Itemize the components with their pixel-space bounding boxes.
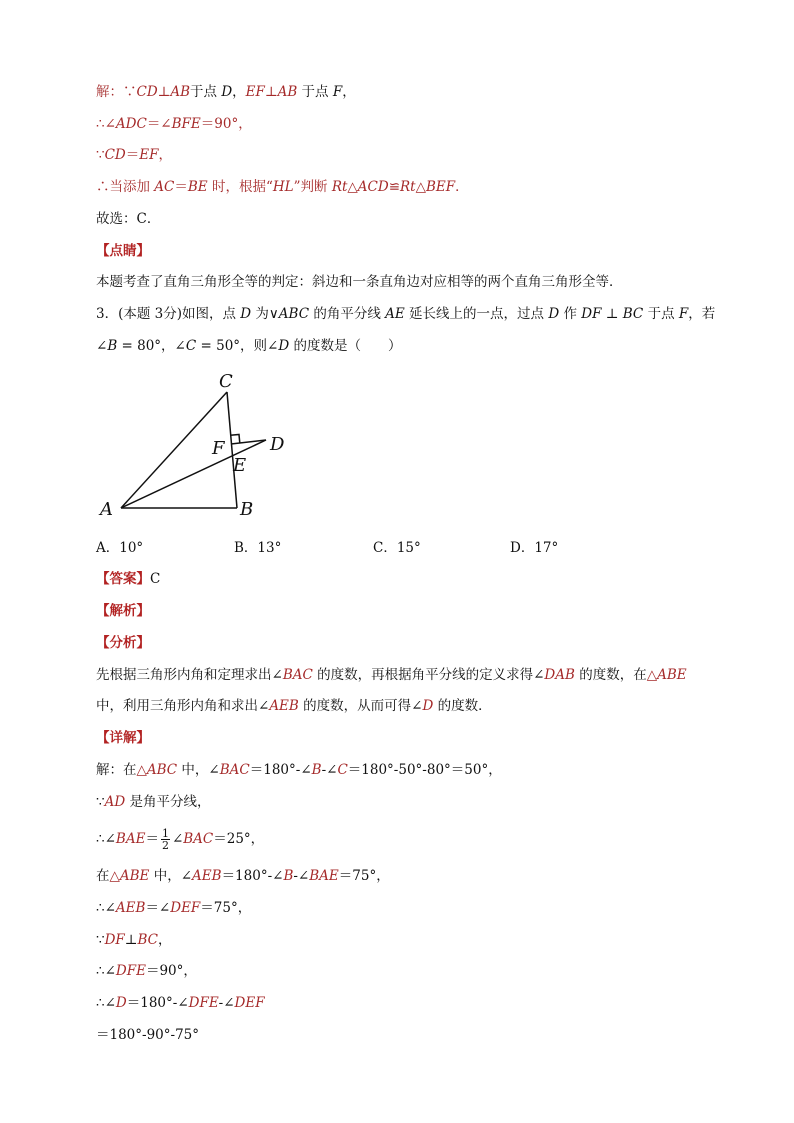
detail-line-4: 在△ABE 中，∠AEB＝180°-∠B-∠BAE＝75°， xyxy=(96,868,390,884)
fenxi-line-2: 中，利用三角形内角和求出∠AEB 的度数，从而可得∠D 的度数． xyxy=(96,698,492,714)
fraction-one-half: $\frac{1}{2}$ xyxy=(161,827,169,852)
dianjing-text: 本题考查了直角三角形全等的判定：斜边和一条直角边对应相等的两个直角三角形全等． xyxy=(96,274,623,290)
solution-line-4: ∴当添加 AC＝BE 时，根据“HL”判断 Rt△ACD≌Rt△BEF． xyxy=(96,179,469,195)
xiangjie-heading: 【详解】 xyxy=(96,730,150,746)
question-line-1: 3．(本题 3分)如图，点 D 为∨ABC 的角平分线 AE 延长线上的一点，过点 D 作 DF ⊥ BC 于点 F，若 xyxy=(96,306,716,322)
detail-line-3: ∴∠BAE＝ $\frac{1}{2}$ ∠BAC＝25°， xyxy=(96,827,265,852)
label-b: B xyxy=(240,499,254,520)
solution-line-1: 解：∵CD⊥AB于点 D，EF⊥AB 于点 F， xyxy=(96,84,356,100)
option-d[interactable]: D．17° xyxy=(510,540,559,556)
option-a[interactable]: A．10° xyxy=(96,540,144,556)
detail-line-1: 解：在△ABC 中，∠BAC＝180°-∠B-∠C＝180°-50°-80°＝50°， xyxy=(96,762,502,778)
label-d: D xyxy=(270,434,285,455)
question-line-2: ∠B = 80°，∠C = 50°，则∠D 的度数是（ ） xyxy=(96,338,402,354)
solution-answer-line: 故选：C． xyxy=(96,211,161,227)
detail-line-8: ∴∠D＝180°-∠DFE-∠DEF xyxy=(96,995,265,1011)
jiexi-heading: 【解析】 xyxy=(96,603,150,619)
detail-line-5: ∴∠AEB＝∠DEF＝75°， xyxy=(96,900,252,916)
dianjing-heading: 【点睛】 xyxy=(96,243,150,259)
detail-line-9: ＝180°-90°-75° xyxy=(96,1027,199,1043)
label-e: E xyxy=(233,455,247,476)
fenxi-heading: 【分析】 xyxy=(96,635,150,651)
solution-line-3: ∵CD＝EF， xyxy=(96,147,172,163)
detail-line-6: ∵DF⊥BC， xyxy=(96,932,172,948)
option-b[interactable]: B．13° xyxy=(234,540,282,556)
fenxi-line-1: 先根据三角形内角和定理求出∠BAC 的度数，再根据角平分线的定义求得∠DAB 的度数，在△ABE xyxy=(96,667,687,683)
label-f: F xyxy=(212,438,225,459)
segment-cb xyxy=(227,392,237,508)
solution-line-2: ∴∠ADC＝∠BFE＝90°， xyxy=(96,116,252,132)
answer-line: 【答案】C xyxy=(96,571,161,587)
detail-line-7: ∴∠DFE＝90°， xyxy=(96,963,197,979)
label-a: A xyxy=(100,499,113,520)
option-c[interactable]: C．15° xyxy=(373,540,421,556)
label-c: C xyxy=(219,371,233,392)
detail-line-2: ∵AD 是角平分线， xyxy=(96,794,211,810)
